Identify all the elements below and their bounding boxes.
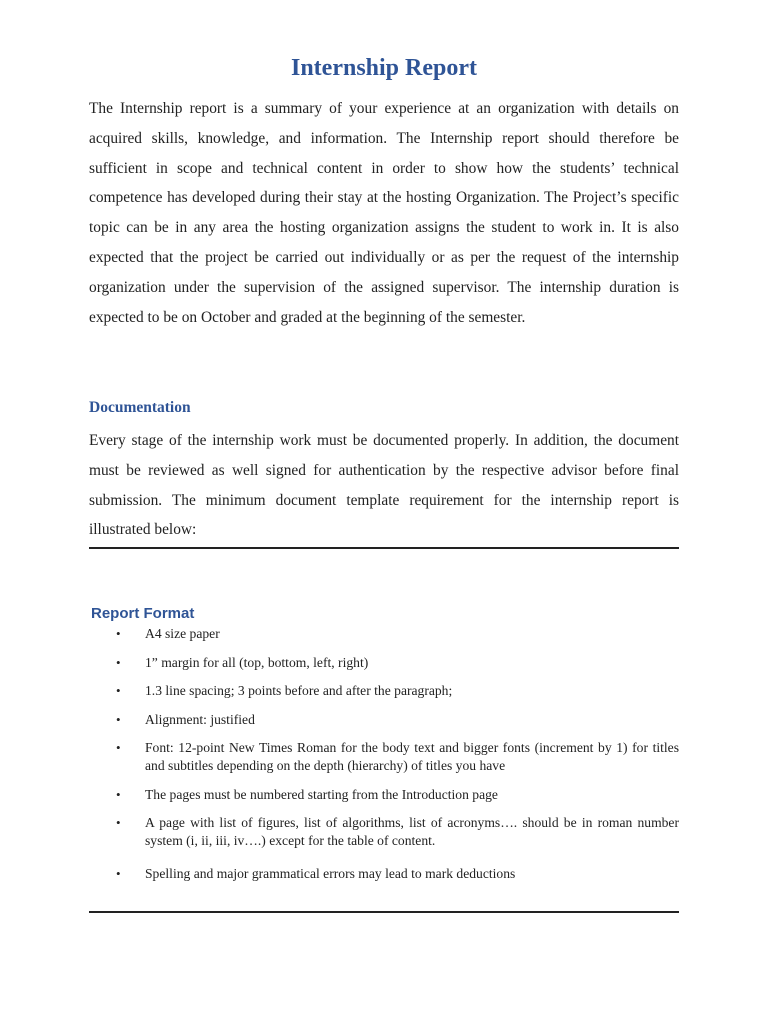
list-item bbox=[89, 625, 679, 643]
documentation-heading: Documentation bbox=[89, 399, 191, 416]
documentation-paragraph: Every stage of the internship work must be documented properly. In addition, the document must be reviewed as well signed for authentication by the respective advisor before final submission. The minimum document template requirement for the internship report is illustrated below: bbox=[89, 432, 679, 539]
report-format-list bbox=[89, 625, 679, 894]
document-page bbox=[89, 0, 679, 1024]
bullet-icon: • bbox=[116, 815, 121, 830]
bullet-icon: • bbox=[116, 786, 121, 802]
list-item bbox=[89, 711, 679, 729]
list-item bbox=[89, 786, 679, 804]
intro-paragraph: The Internship report is a summary of your experience at an organization with details on acquired skills, knowledge, and information. The Internship report should therefore be sufficient in scope and technical content in order to show how the students’ technical competence has developed during their stay at the hosting Organization. The Project’s specific topic can be in any area the hosting organization assigns the student to work in. It is also expected that the project be carried out individually or as per the request of the internship organization under the supervision of the assigned supervisor. The internship duration is expected to be on October and graded at the beginning of the semester. bbox=[89, 100, 679, 326]
list-item bbox=[89, 682, 679, 700]
list-item-text: The pages must be numbered starting from the Introduction page bbox=[145, 786, 498, 802]
divider-top bbox=[89, 547, 679, 549]
list-item-text: Font: 12-point New Times Roman for the body text and bigger fonts (increment by 1) for titles and subtitles depending on the depth (hierarchy) of titles you have bbox=[145, 740, 679, 773]
bullet-icon: • bbox=[116, 626, 121, 641]
bullet-icon: • bbox=[116, 740, 121, 755]
list-item-text: A4 size paper bbox=[145, 626, 220, 641]
list-item bbox=[89, 654, 679, 672]
list-item-text: Spelling and major grammatical errors may lead to mark deductions bbox=[145, 866, 516, 881]
list-item-text: 1” margin for all (top, bottom, left, right) bbox=[145, 654, 369, 670]
page-title: Internship Report bbox=[290, 55, 477, 81]
list-item bbox=[89, 865, 679, 883]
list-item-text: A page with list of figures, list of algorithms, list of acronyms…. should be in roman number system (i, ii, iii, iv….) except for the table of content. bbox=[145, 815, 679, 848]
bullet-icon: • bbox=[116, 654, 121, 670]
bullet-icon: • bbox=[116, 866, 121, 881]
list-item bbox=[89, 814, 679, 850]
list-item-text: 1.3 line spacing; 3 points before and after the paragraph; bbox=[145, 683, 453, 698]
list-item bbox=[89, 739, 679, 775]
divider-bottom bbox=[89, 911, 679, 913]
list-item-text: Alignment: justified bbox=[145, 711, 255, 727]
bullet-icon: • bbox=[116, 711, 121, 727]
report-format-heading: Report Format bbox=[91, 605, 195, 622]
bullet-icon: • bbox=[116, 683, 121, 698]
